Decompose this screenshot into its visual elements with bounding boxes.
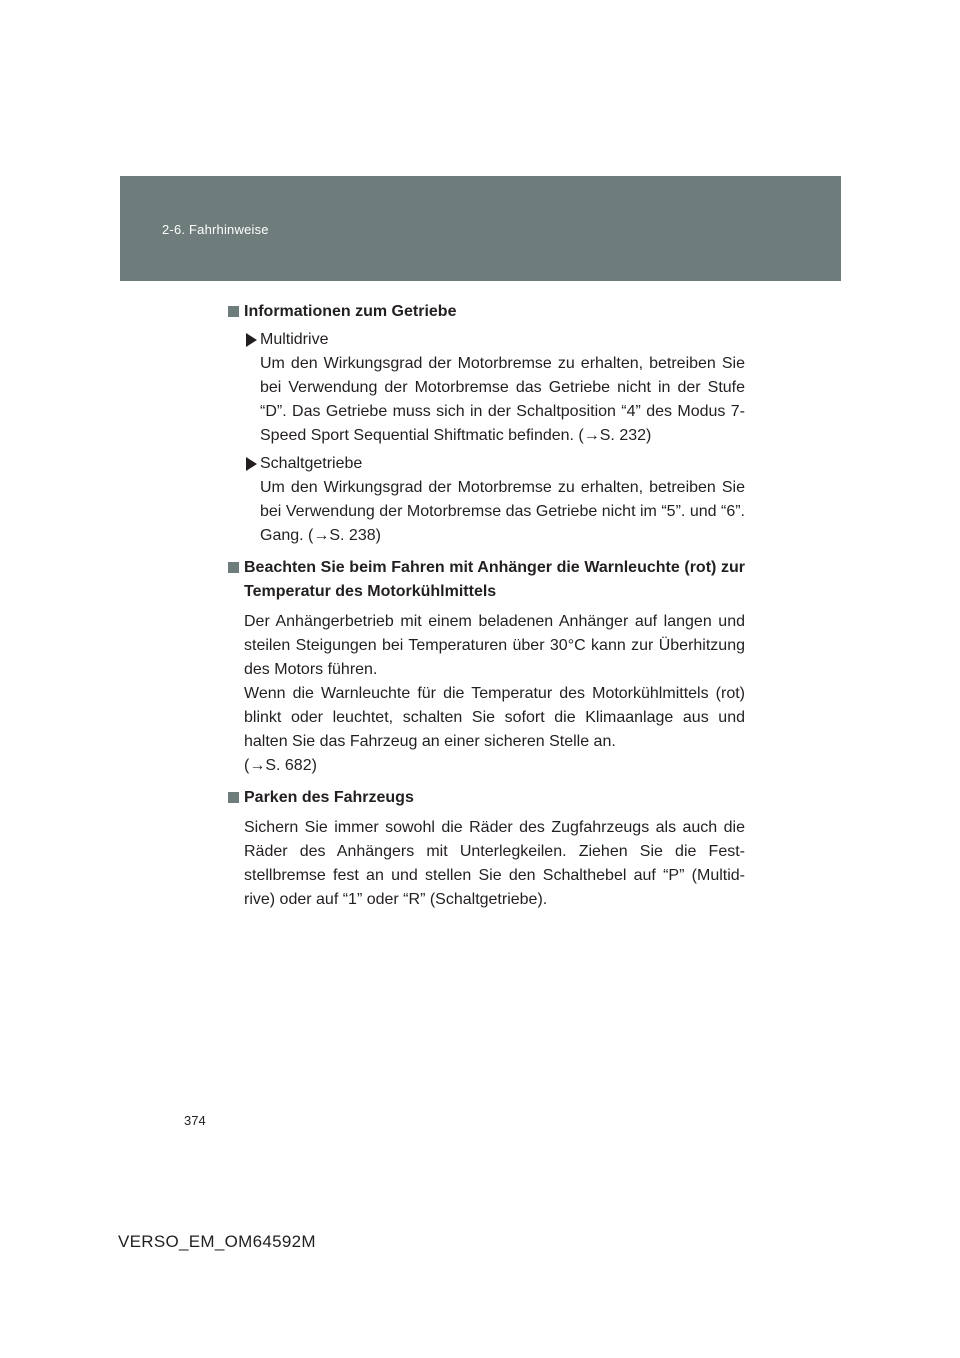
document-code: VERSO_EM_OM64592M [118, 1232, 316, 1251]
section-title: Beachten Sie beim Fahren mit Anhänger die Warnleuchte (rot) zur Temperatur des Motorkühlmittels [244, 559, 745, 600]
sub-item-schaltgetriebe [246, 452, 745, 548]
sub-item-label: Schaltgetriebe [260, 455, 363, 472]
triangle-right-icon [246, 457, 257, 471]
section-heading [227, 556, 745, 604]
section-getriebe [227, 300, 745, 548]
section-parken [227, 786, 745, 912]
section-heading [227, 786, 745, 810]
section-title: Informationen zum Getriebe [244, 303, 457, 320]
page-number: 374 [184, 1113, 206, 1128]
page-reference: (→S. 682) [244, 757, 317, 774]
sub-item-text: Um den Wirkungsgrad der Motorbremse zu erhalten, betreiben Sie bei Verwendung der Motorbremse das Getriebe nicht im “5”. und “6”. Gang. (→S. 238) [260, 479, 745, 544]
section-warnleuchte [227, 556, 745, 778]
section-heading [227, 300, 745, 324]
section-title: Parken des Fahrzeugs [244, 789, 414, 806]
square-bullet-icon [228, 792, 239, 803]
paragraph: Wenn die Warnleuchte für die Temperatur des Motorkühlmittels (rot) blinkt oder leuchtet, schalten Sie sofort die Klimaanlage aus und halten Sie das Fahrzeug an einer sicheren Stelle an. [244, 685, 745, 750]
paragraph: Sichern Sie immer sowohl die Räder des Zugfahrzeugs als auch die Räder des Anhängers mit Unterlegkeilen. Ziehen Sie die Fest-stellbremse fest an und stellen Sie den Schalthebel auf “P” (Multid-rive) oder auf “1” oder “R” (Schaltgetriebe). [244, 819, 745, 908]
square-bullet-icon [228, 306, 239, 317]
section-label: 2-6. Fahrhinweise [162, 222, 269, 237]
sub-item-text: Um den Wirkungsgrad der Motorbremse zu erhalten, betreiben Sie bei Verwendung der Motorbremse das Getriebe nicht in der Stufe “D”. Das Getriebe muss sich in der Schaltposition “4” des Modus 7-Speed Sport Sequential Shiftmatic befinden. (→S. 232) [260, 355, 745, 444]
section-header-band [120, 176, 841, 281]
square-bullet-icon [228, 562, 239, 573]
paragraph: Der Anhängerbetrieb mit einem beladenen Anhänger auf langen und steilen Steigungen bei Temperaturen über 30°C kann zur Überhitzung des Motors führen. [244, 613, 745, 678]
triangle-right-icon [246, 333, 257, 347]
page-content [227, 300, 745, 920]
sub-item-multidrive [246, 328, 745, 448]
sub-item-label: Multidrive [260, 331, 329, 348]
